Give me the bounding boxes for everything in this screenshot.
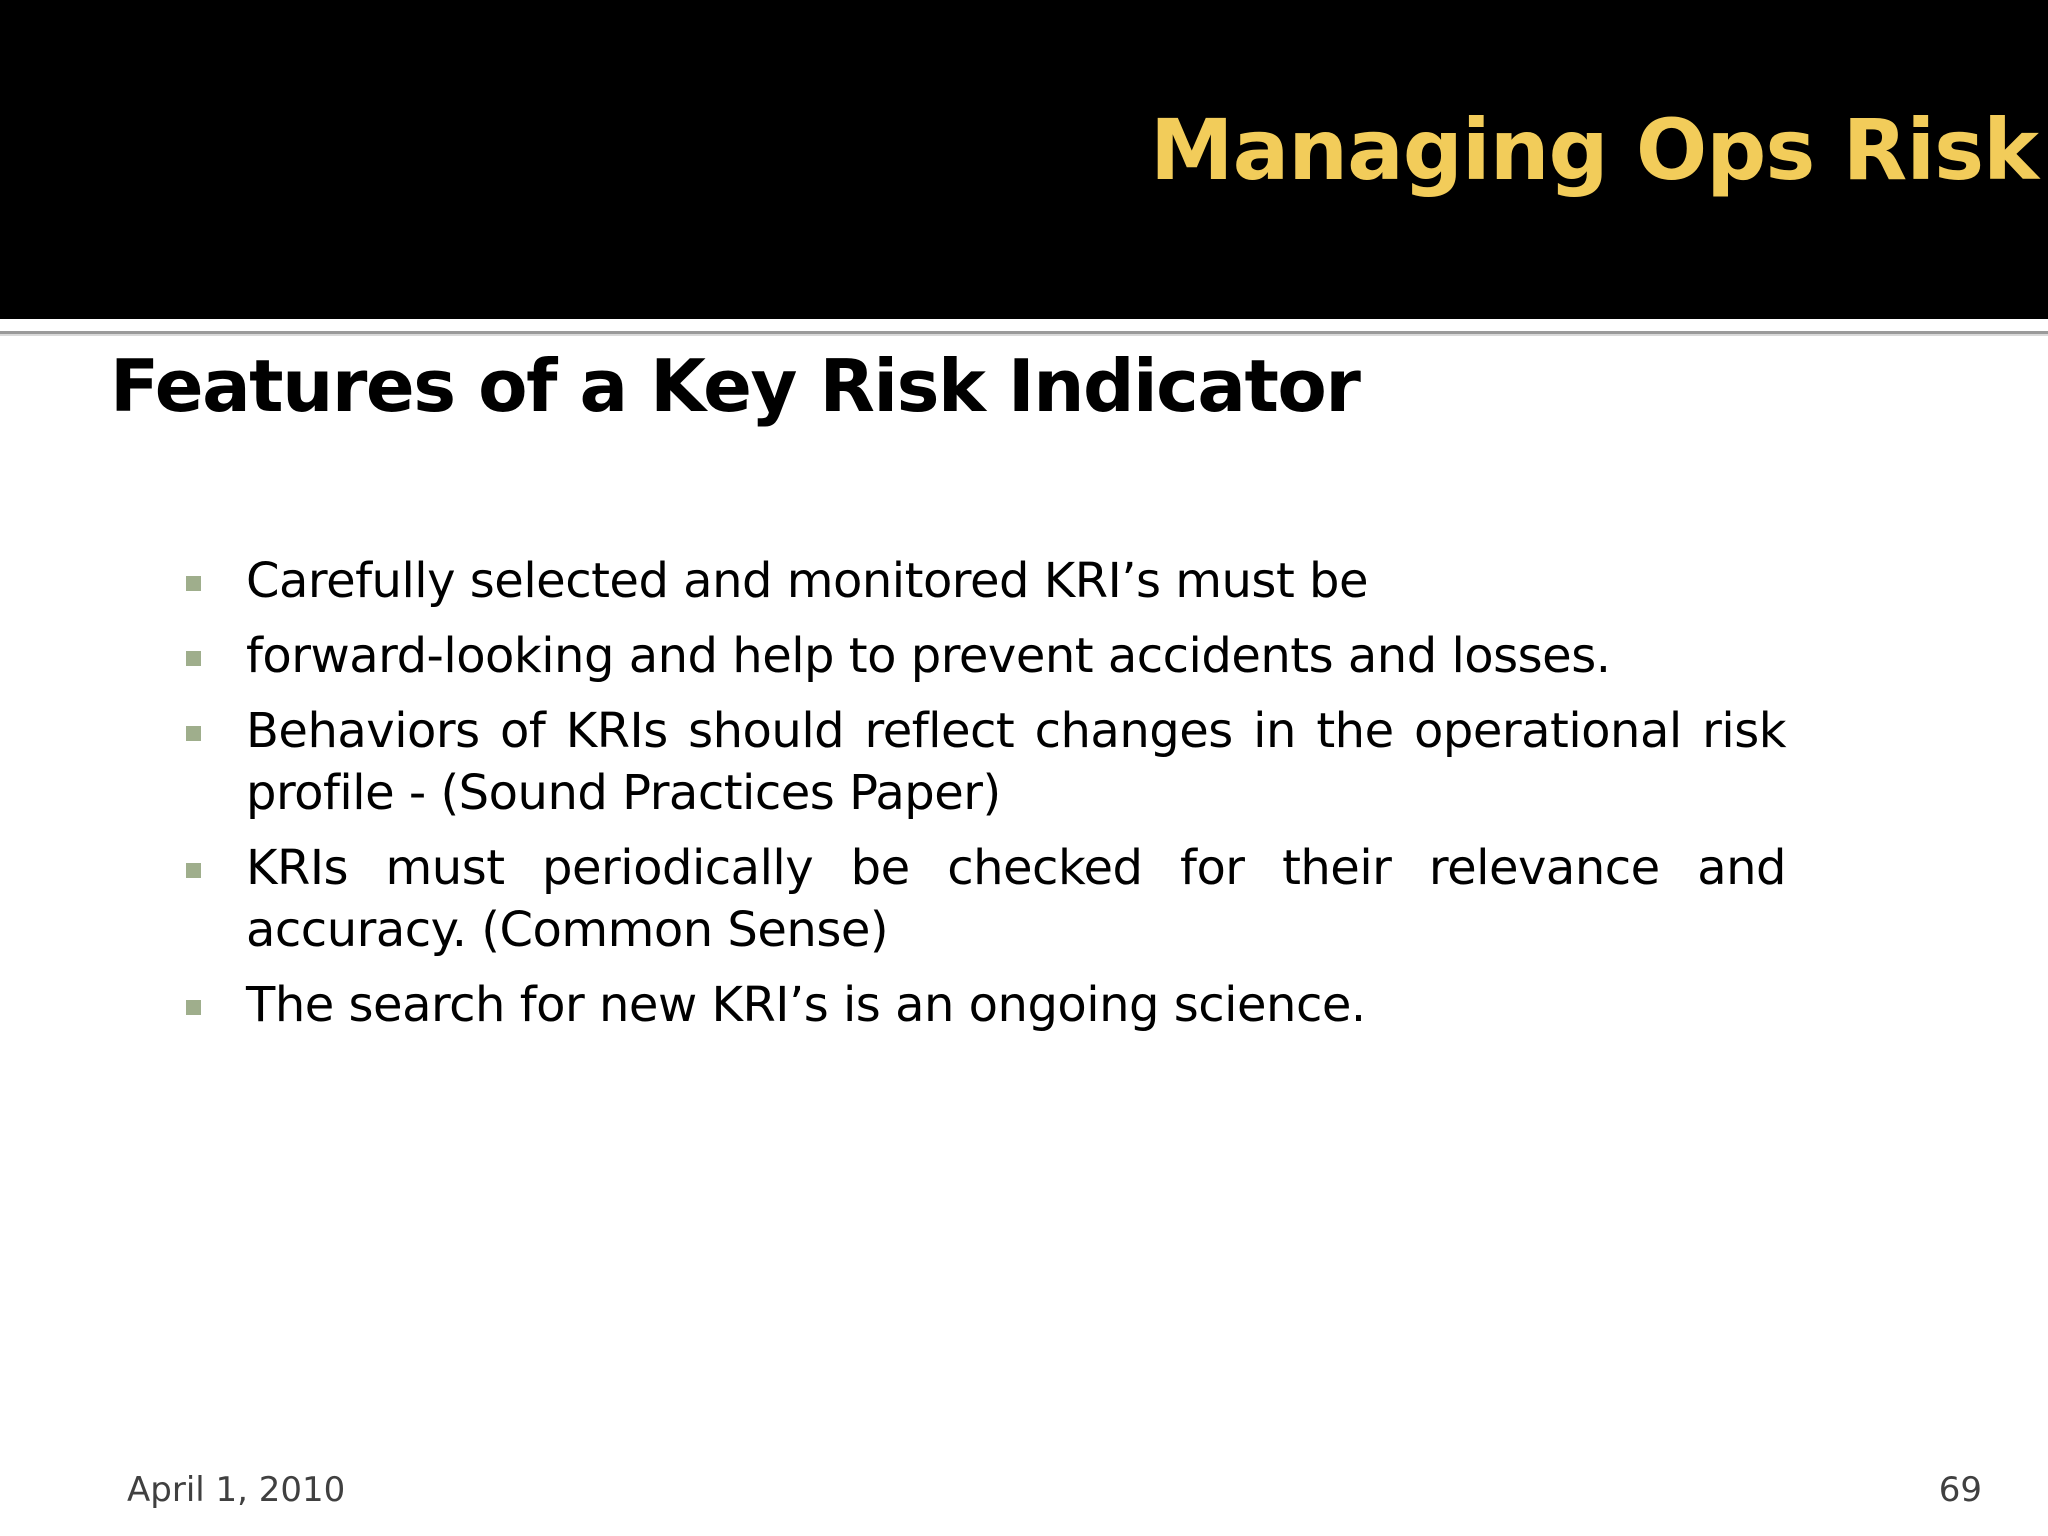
bullet-list [186, 550, 1786, 1049]
bullet-item [186, 837, 1786, 961]
bullet-item [186, 625, 1786, 687]
footer-date: April 1, 2010 [127, 1470, 346, 1510]
bullet-item [186, 974, 1786, 1036]
bullet-text: KRIs must periodically be checked for their relevance and accuracy. (Common Sense) [246, 840, 1786, 958]
bullet-text: The search for new KRI’s is an ongoing science. [246, 977, 1366, 1033]
square-bullet-icon [186, 726, 201, 741]
bullet-text: forward-looking and help to prevent accidents and losses. [246, 628, 1611, 684]
slide-subtitle: Features of a Key Risk Indicator [110, 344, 1360, 428]
square-bullet-icon [186, 863, 201, 878]
bullet-text: Behaviors of KRIs should reflect changes in the operational risk profile - (Sound Practices Paper) [246, 703, 1786, 821]
bullet-text: Carefully selected and monitored KRI’s must be [246, 553, 1369, 609]
header-divider-highlight [0, 334, 2048, 336]
header-band [0, 0, 2048, 319]
square-bullet-icon [186, 651, 201, 666]
slide-title: Managing Ops Risk [1150, 101, 2038, 199]
page-number: 69 [1938, 1470, 1982, 1510]
bullet-item [186, 700, 1786, 824]
square-bullet-icon [186, 1000, 201, 1015]
bullet-item [186, 550, 1786, 612]
square-bullet-icon [186, 576, 201, 591]
